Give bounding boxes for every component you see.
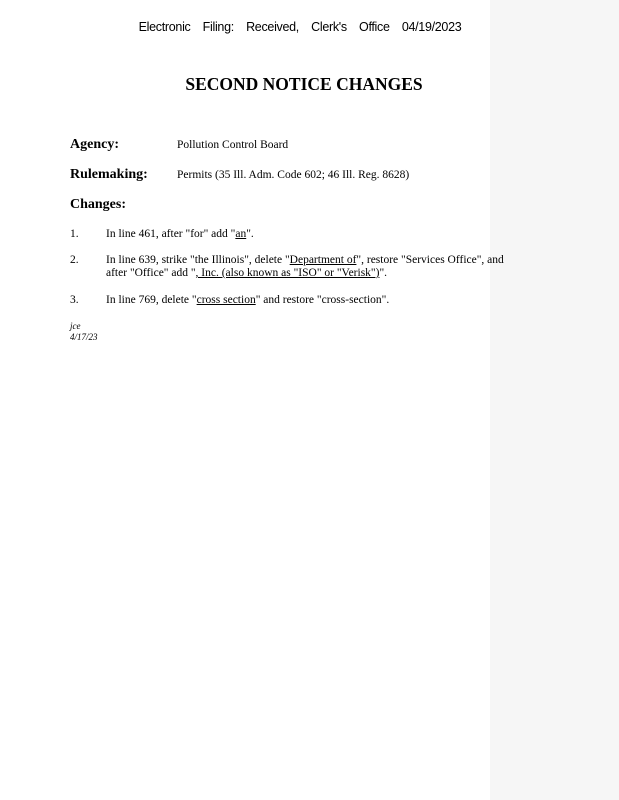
author-initials: jce (70, 321, 81, 331)
deleted-text: Department of (289, 254, 357, 266)
inserted-text: , Inc. (also known as "ISO" or "Verisk") (195, 267, 380, 279)
changes-heading: Changes: (70, 197, 127, 212)
change-text: In line 461, after "for" add "an". (106, 228, 254, 240)
filing-stamp: Electronic Filing: Received, Clerk's Office 04/19/2023 (138, 20, 462, 34)
agency-value: Pollution Control Board (177, 139, 289, 151)
agency-label: Agency: (70, 137, 119, 152)
change-number: 3. (70, 294, 79, 306)
change-number: 1. (70, 228, 79, 240)
change-number: 2. (70, 254, 79, 266)
page-edge-shading (490, 0, 619, 800)
rulemaking-label: Rulemaking: (70, 167, 148, 182)
signature-date: 4/17/23 (70, 332, 98, 342)
deleted-text: cross section (196, 294, 256, 306)
change-text: In line 769, delete "cross section" and restore "cross-section". (106, 294, 390, 306)
change-text: In line 639, strike "the Illinois", delete "Department of", restore "Services Office", and after "Office" add ", Inc. (also known as "ISO" or "Verisk")". (106, 254, 504, 279)
inserted-text: an (235, 228, 247, 240)
document-title: SECOND NOTICE CHANGES (185, 74, 423, 94)
rulemaking-value: Permits (35 Ill. Adm. Code 602; 46 Ill. Reg. 8628) (177, 169, 410, 181)
